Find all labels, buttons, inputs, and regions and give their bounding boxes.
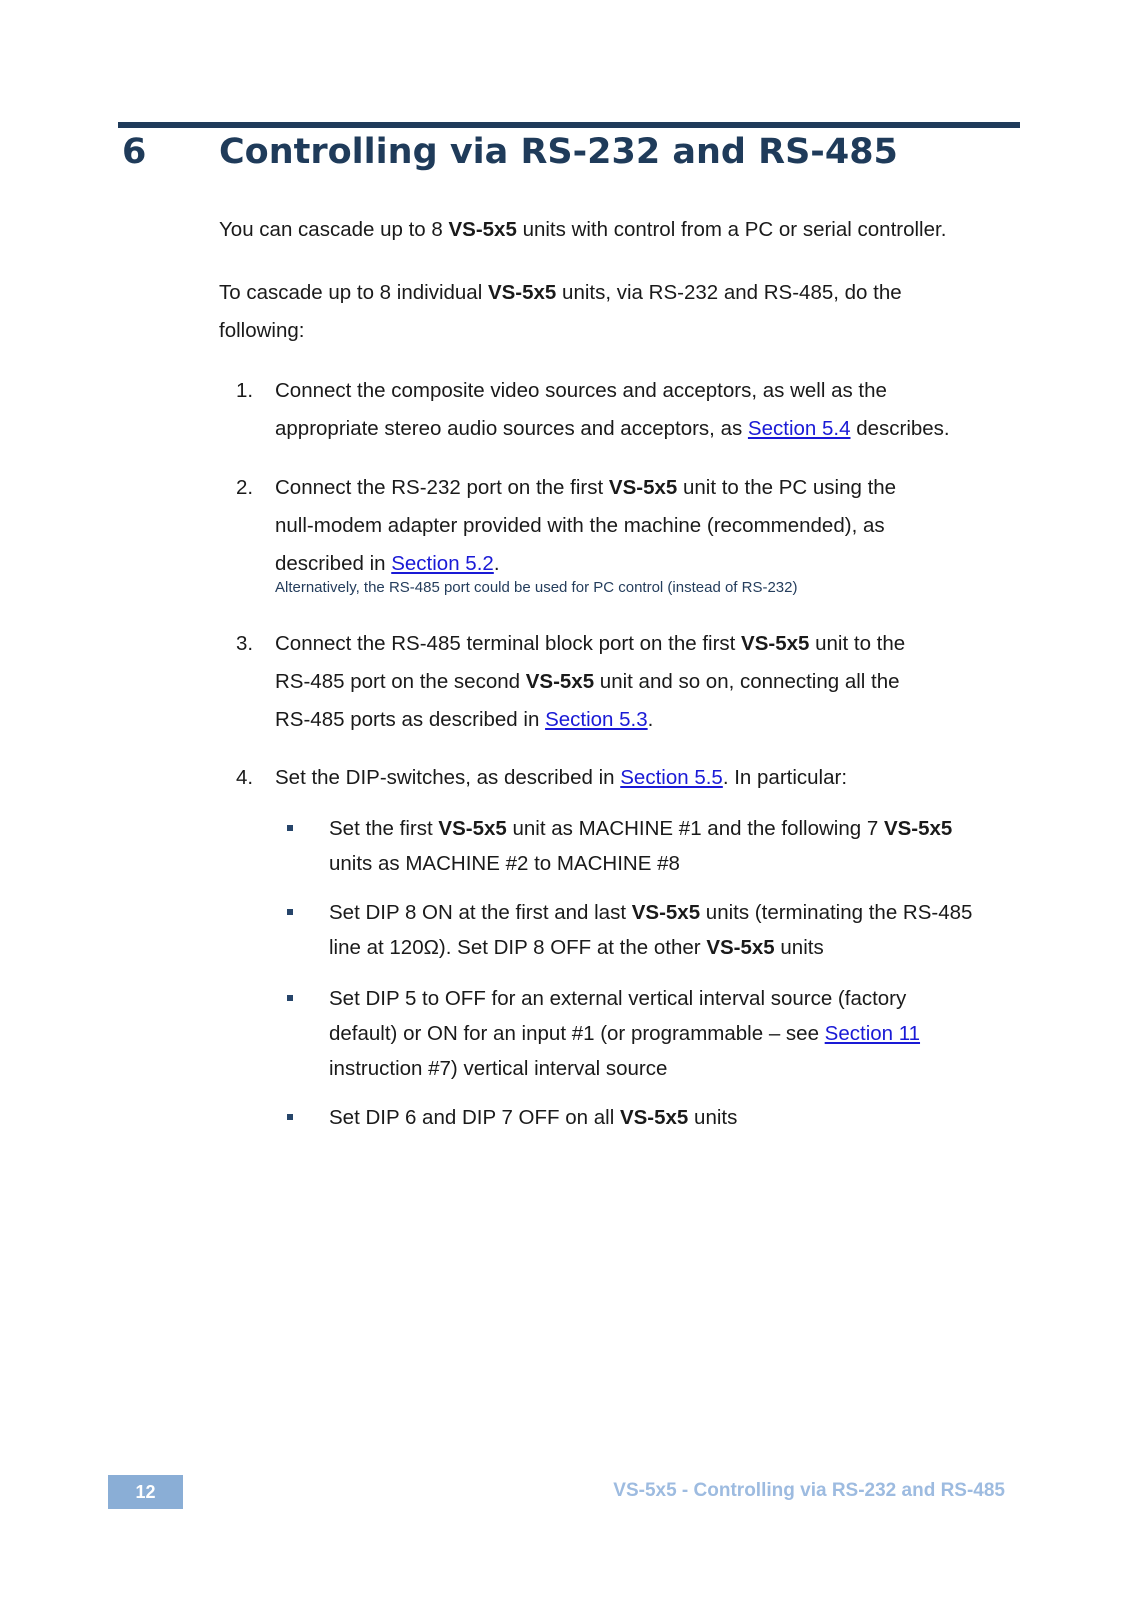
step-text: Set the DIP-switches, as described in Section 5.5. In particular: <box>275 766 848 789</box>
step-number: 1. <box>236 379 254 402</box>
square-bullet-icon <box>287 1114 293 1120</box>
bullet-text: Set DIP 6 and DIP 7 OFF on all VS-5x5 units <box>329 1106 738 1129</box>
section-title: Controlling via RS-232 and RS-485 <box>219 132 898 172</box>
page-number-badge: 12 <box>108 1475 183 1509</box>
section-number: 6 <box>122 132 147 172</box>
section-5-3-link[interactable]: Section 5.3 <box>545 708 648 731</box>
step-number: 4. <box>236 766 254 789</box>
footer-title: VS-5x5 - Controlling via RS-232 and RS-485 <box>613 1480 1005 1501</box>
step-note: Alternatively, the RS-485 port could be used for PC control (instead of RS-232) <box>275 579 798 596</box>
step-text: Connect the RS-485 terminal block port on the first VS-5x5 unit to the RS-485 port on the second VS-5x5 unit and so on, connecting all the RS-485 ports as described in Section 5.3. <box>275 632 906 731</box>
bullet-text: Set DIP 8 ON at the first and last VS-5x5 units (terminating the RS-485 line at 120Ω). Set DIP 8 OFF at the other VS-5x5 units <box>329 901 973 959</box>
bullet-text: Set DIP 5 to OFF for an external vertical interval source (factory default) or ON for an input #1 (or programmable – see Section 11 instruction #7) vertical interval source <box>329 987 921 1080</box>
step-number: 2. <box>236 476 254 499</box>
section-11-link[interactable]: Section 11 <box>824 1022 921 1045</box>
section-heading <box>0 130 1127 182</box>
square-bullet-icon <box>287 825 293 831</box>
step-text: Connect the composite video sources and acceptors, as well as the appropriate stereo audio sources and acceptors, as Section 5.4 describes. <box>275 379 950 440</box>
square-bullet-icon <box>287 909 293 915</box>
heading-rule <box>118 122 1020 128</box>
intro-paragraph-2: To cascade up to 8 individual VS-5x5 units, via RS-232 and RS-485, do the following: <box>219 281 902 342</box>
section-5-4-link[interactable]: Section 5.4 <box>747 417 851 440</box>
step-text: Connect the RS-232 port on the first VS-5x5 unit to the PC using the null-modem adapter provided with the machine (recommended), as described in Section 5.2. Alternatively, the RS-485 port could be used for PC control (instead of RS-232) <box>275 476 897 596</box>
section-5-5-link[interactable]: Section 5.5 <box>620 766 723 789</box>
step-number: 3. <box>236 632 254 655</box>
square-bullet-icon <box>287 995 293 1001</box>
intro-paragraph-1: You can cascade up to 8 VS-5x5 units with control from a PC or serial controller. <box>219 218 947 241</box>
section-5-2-link[interactable]: Section 5.2 <box>391 552 494 575</box>
bullet-text: Set the first VS-5x5 unit as MACHINE #1 and the following 7 VS-5x5 units as MACHINE #2 to MACHINE #8 <box>329 817 953 875</box>
